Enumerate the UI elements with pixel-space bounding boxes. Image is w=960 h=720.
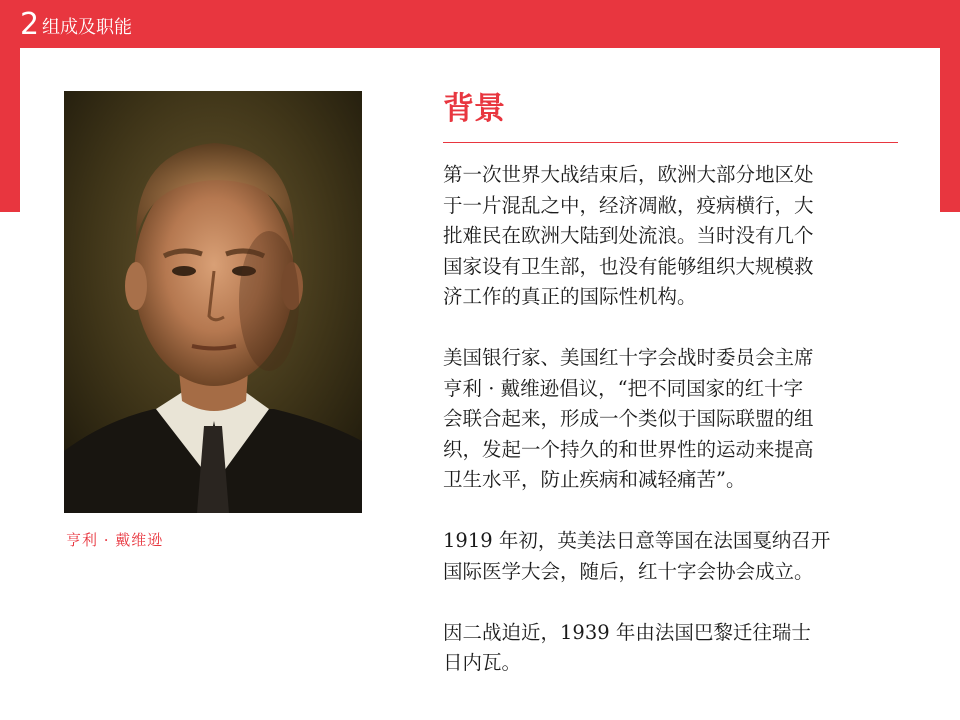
paragraph: 因二战迫近，1939 年由法国巴黎迁往瑞士 日内瓦。 (443, 620, 811, 674)
section-title: 组成及职能 (42, 17, 132, 38)
portrait-image (64, 91, 362, 513)
paragraph: 美国银行家、美国红十字会战时委员会主席 亨利 · 戴维逊倡议，“把不同国家的红十字 会联合起来，形成一个类似于国际联盟的组 织，发起一个持久的和世界性的运动来提高 卫生水平，防止疾病和减轻痛苦”。 (443, 346, 814, 491)
header-bar (0, 0, 960, 48)
body-text (443, 160, 903, 709)
page-heading: 背景 (443, 91, 505, 127)
portrait-caption: 亨利 · 戴维逊 (66, 531, 164, 549)
section-number: 2 (20, 7, 40, 42)
heading-divider (443, 142, 898, 143)
paragraph: 1919 年初，英美法日意等国在法国戛纳召开 国际医学大会，随后，红十字会协会成立。 (443, 529, 831, 583)
paragraph: 第一次世界大战结束后，欧洲大部分地区处 于一片混乱之中，经济凋敝，疫病横行，大 批难民在欧洲大陆到处流浪。当时没有几个 国家设有卫生部，也没有能够组织大规模救 济工作的真正的国际性机构。 (443, 163, 814, 308)
